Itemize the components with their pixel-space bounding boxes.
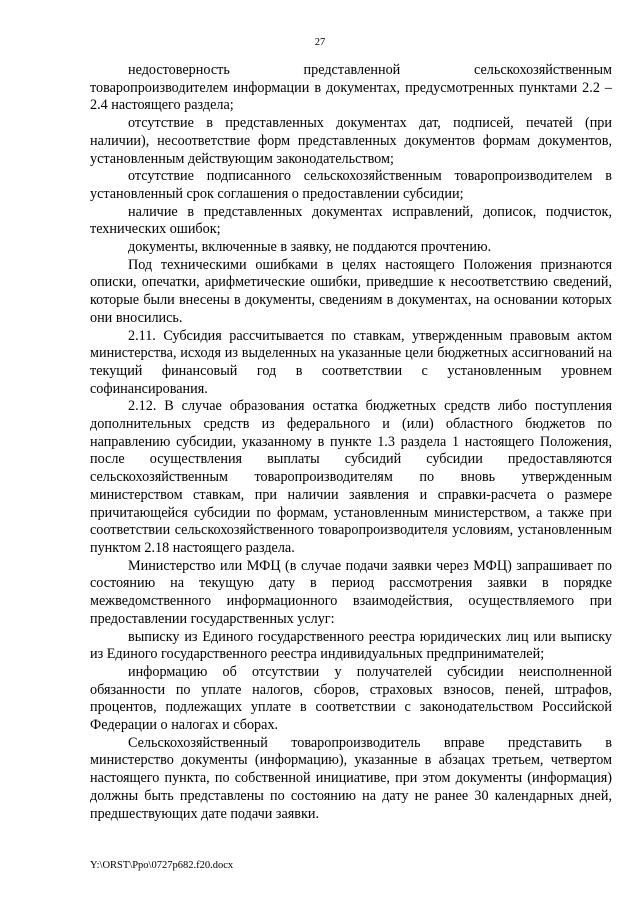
paragraph-2-11: 2.11. Субсидия рассчитывается по ставкам, утвержденным правовым актом министерства, исходя из выделенных на указанные цели бюджетных ассигнований на текущий финансовый год в соответствии с установленным уровнем софинансирования. bbox=[90, 327, 612, 397]
paragraph-missing-agreement: отсутствие подписанного сельскохозяйственным товаропроизводителем в установленный срок соглашения о предоставлении субсидии; bbox=[90, 168, 612, 202]
paragraph-registry-extract: выписку из Единого государственного реестра юридических лиц или выписку из Единого государственного реестра индивидуальных предпринимателей; bbox=[90, 628, 612, 663]
paragraph-ministry-request: Министерство или МФЦ (в случае подачи заявки через МФЦ) запрашивает по состоянию на текущую дату в период рассмотрения заявки в порядке межведомственного информационного взаимодействия, осуществляемого при предоставлении государственных услуг: bbox=[90, 557, 612, 627]
paragraph-unreadable: документы, включенные в заявку, не поддаются прочтению. bbox=[128, 239, 492, 256]
paragraph-corrections: наличие в представленных документах исправлений, дописок, подчисток, технических ошибок; bbox=[90, 203, 612, 238]
paragraph-tax-info: информацию об отсутствии у получателей субсидии неисполненной обязанности по уплате налогов, сборов, страховых взносов, пеней, штрафов, процентов, подлежащих уплате в соответствии с законодательством Российской Федерации о налогах и сборах. bbox=[90, 663, 612, 734]
paragraph-inaccuracy: недостоверность представленной сельскохозяйственным товаропроизводителем информации в документах, предусмотренных пунктами 2.2 – 2.4 настоящего раздела; bbox=[90, 62, 612, 114]
paragraph-2-12: 2.12. В случае образования остатка бюджетных средств либо поступления дополнительных средств из федерального и (или) областного бюджетов по направлению субсидии, указанному в пункте 1.3 раздела 1 настоящего Положения, после осуществления выплаты субсидий субсидии предоставляются сельскохозяйственным товаропроизводителям по вновь утвержденным министерством ставкам, при наличии заявления и справки-расчета о размере причитающейся субсидии по формам, установленным министерством, а также при соответствии сельскохозяйственного товаропроизводителя условиям, установленным пунктом 2.18 настоящего раздела. bbox=[90, 398, 612, 556]
paragraph-own-initiative: Сельскохозяйственный товаропроизводитель вправе представить в министерство документы (информацию), указанные в абзацах третьем, четвертом настоящего пункта, по собственной инициативе, при этом документы (информация) должны быть представлены по состоянию на дату не ранее 30 календарных дней, предшествующих дате подачи заявки. bbox=[90, 734, 612, 822]
body-text bbox=[90, 62, 612, 823]
paragraph-missing-dates-signatures: отсутствие в представленных документах дат, подписей, печатей (при наличии), несоответствие форм представленных документов формам документов, установленным действующим законодательством; bbox=[90, 115, 612, 167]
footer-file-path: Y:\ORST\Ppo\0727p682.f20.docx bbox=[90, 860, 234, 871]
paragraph-technical-errors: Под техническими ошибками в целях настоящего Положения признаются описки, опечатки, арифметические ошибки, приведшие к несоответствию сведений, которые были внесены в документы, сведениям в документах, на основании которых они вносились. bbox=[90, 256, 612, 326]
page-number: 27 bbox=[314, 37, 326, 48]
